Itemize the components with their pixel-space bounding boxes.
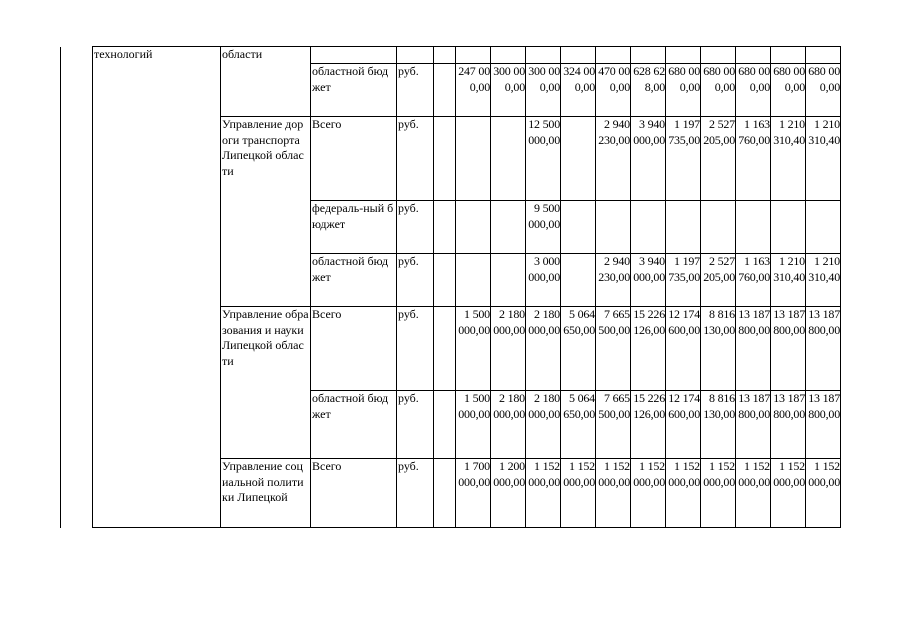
amount-cell <box>806 201 841 254</box>
amount-cell <box>526 117 561 201</box>
amount-cell <box>701 201 736 254</box>
amount-text: 8 816 130,00 <box>703 307 735 337</box>
amount-text: 13 187 800,00 <box>773 307 805 337</box>
amount-text: 1 152 000,00 <box>633 459 665 489</box>
organization-text: области <box>222 47 263 61</box>
funding-source-cell <box>311 117 397 201</box>
amount-cell <box>666 391 701 459</box>
unit-text: руб. <box>398 391 419 405</box>
amount-text: 13 187 800,00 <box>773 391 805 421</box>
amount-cell <box>666 307 701 391</box>
amount-cell <box>526 459 561 528</box>
amount-cell <box>806 254 841 307</box>
amount-cell <box>631 47 666 64</box>
amount-text: 300 000,00 <box>528 64 560 94</box>
unit-cell <box>397 459 434 528</box>
amount-text: 1 197 735,00 <box>668 254 700 284</box>
amount-text: 5 064 650,00 <box>563 391 595 421</box>
amount-text: 13 187 800,00 <box>738 307 770 337</box>
unit-text: руб. <box>398 254 419 268</box>
amount-cell <box>596 64 631 117</box>
amount-cell <box>456 201 491 254</box>
amount-text: 680 000,00 <box>738 64 770 94</box>
funding-source-text: Всего <box>312 459 342 473</box>
funding-source-cell <box>311 459 397 528</box>
amount-cell <box>701 391 736 459</box>
amount-text: 3 940 000,00 <box>633 117 665 147</box>
amount-cell <box>526 201 561 254</box>
amount-text: 15 226 126,00 <box>633 391 665 421</box>
amount-cell <box>771 64 806 117</box>
funding-source-cell <box>311 391 397 459</box>
amount-cell <box>806 459 841 528</box>
row-number-cell <box>61 47 93 528</box>
amount-cell <box>491 307 526 391</box>
amount-cell <box>736 391 771 459</box>
amount-cell <box>596 459 631 528</box>
amount-text: 13 187 800,00 <box>808 391 840 421</box>
amount-cell <box>736 47 771 64</box>
unit-cell <box>397 117 434 201</box>
amount-text: 1 200 000,00 <box>493 459 525 489</box>
amount-cell <box>771 47 806 64</box>
organization-text: Управление образования и науки Липецкой области <box>222 307 309 368</box>
amount-cell <box>596 117 631 201</box>
amount-cell <box>736 254 771 307</box>
amount-cell <box>596 47 631 64</box>
amount-cell <box>526 391 561 459</box>
amount-cell <box>561 47 596 64</box>
amount-cell <box>491 459 526 528</box>
amount-cell <box>561 117 596 201</box>
funding-source-text: Всего <box>312 117 342 131</box>
amount-text: 1 152 000,00 <box>773 459 805 489</box>
amount-cell <box>701 459 736 528</box>
amount-cell <box>736 117 771 201</box>
amount-cell <box>701 254 736 307</box>
amount-cell <box>701 64 736 117</box>
amount-text: 680 000,00 <box>773 64 805 94</box>
empty-cell <box>434 254 456 307</box>
amount-cell <box>561 254 596 307</box>
program-name-cell <box>93 47 221 528</box>
funding-source-text: областной бюджет <box>312 391 389 421</box>
amount-text: 1 500 000,00 <box>458 307 490 337</box>
amount-cell <box>771 117 806 201</box>
unit-text: руб. <box>398 64 419 78</box>
amount-text: 628 628,00 <box>633 64 665 94</box>
organization-cell <box>221 307 311 459</box>
unit-text: руб. <box>398 201 419 215</box>
amount-cell <box>736 201 771 254</box>
amount-cell <box>701 307 736 391</box>
amount-text: 12 174 600,00 <box>668 391 700 421</box>
amount-cell <box>701 47 736 64</box>
amount-text: 1 152 000,00 <box>598 459 630 489</box>
organization-cell <box>221 47 311 117</box>
amount-text: 1 152 000,00 <box>563 459 595 489</box>
amount-text: 12 500 000,00 <box>528 117 560 147</box>
unit-cell <box>397 254 434 307</box>
amount-cell <box>526 47 561 64</box>
funding-source-text: областной бюджет <box>312 64 389 94</box>
amount-cell <box>456 254 491 307</box>
unit-text: руб. <box>398 117 419 131</box>
program-name-text: технологий <box>94 47 153 61</box>
amount-text: 1 152 000,00 <box>703 459 735 489</box>
unit-cell <box>397 201 434 254</box>
amount-cell <box>666 47 701 64</box>
empty-cell <box>434 201 456 254</box>
budget-table <box>60 46 841 528</box>
amount-cell <box>631 117 666 201</box>
amount-cell <box>736 459 771 528</box>
amount-cell <box>456 391 491 459</box>
amount-text: 2 940 230,00 <box>598 254 630 284</box>
amount-cell <box>596 201 631 254</box>
amount-cell <box>631 254 666 307</box>
amount-cell <box>491 47 526 64</box>
amount-cell <box>806 117 841 201</box>
amount-cell <box>596 391 631 459</box>
amount-cell <box>526 64 561 117</box>
amount-text: 2 180 000,00 <box>528 307 560 337</box>
funding-source-text: Всего <box>312 307 342 321</box>
organization-text: Управление дороги транспорта Липецкой области <box>222 117 304 178</box>
amount-cell <box>456 117 491 201</box>
amount-cell <box>491 254 526 307</box>
organization-cell <box>221 459 311 528</box>
amount-cell <box>561 201 596 254</box>
organization-cell <box>221 117 311 307</box>
table-body <box>61 47 841 528</box>
amount-text: 680 000,00 <box>808 64 840 94</box>
amount-cell <box>701 117 736 201</box>
amount-text: 2 180 000,00 <box>528 391 560 421</box>
amount-text: 13 187 800,00 <box>808 307 840 337</box>
amount-cell <box>666 64 701 117</box>
amount-cell <box>561 459 596 528</box>
funding-source-cell <box>311 254 397 307</box>
table-row <box>61 47 841 64</box>
amount-cell <box>806 64 841 117</box>
amount-cell <box>806 391 841 459</box>
amount-text: 1 197 735,00 <box>668 117 700 147</box>
amount-cell <box>771 201 806 254</box>
empty-cell <box>434 459 456 528</box>
amount-text: 680 000,00 <box>668 64 700 94</box>
amount-text: 2 180 000,00 <box>493 307 525 337</box>
amount-cell <box>631 201 666 254</box>
amount-text: 3 000 000,00 <box>528 254 560 284</box>
empty-cell <box>434 64 456 117</box>
amount-cell <box>771 307 806 391</box>
amount-cell <box>561 64 596 117</box>
funding-source-cell <box>311 307 397 391</box>
empty-cell <box>434 117 456 201</box>
amount-cell <box>771 459 806 528</box>
funding-source-cell <box>311 47 397 64</box>
amount-text: 12 174 600,00 <box>668 307 700 337</box>
budget-table-page <box>60 46 841 528</box>
amount-cell <box>806 47 841 64</box>
amount-text: 7 665 500,00 <box>598 307 630 337</box>
amount-text: 2 527 205,00 <box>703 254 735 284</box>
unit-cell <box>397 307 434 391</box>
amount-cell <box>771 391 806 459</box>
amount-cell <box>491 64 526 117</box>
amount-cell <box>806 307 841 391</box>
amount-cell <box>491 201 526 254</box>
amount-text: 7 665 500,00 <box>598 391 630 421</box>
amount-cell <box>631 391 666 459</box>
amount-text: 5 064 650,00 <box>563 307 595 337</box>
amount-text: 680 000,00 <box>703 64 735 94</box>
amount-cell <box>631 64 666 117</box>
amount-text: 247 000,00 <box>458 64 490 94</box>
amount-text: 13 187 800,00 <box>738 391 770 421</box>
amount-text: 9 500 000,00 <box>528 201 560 231</box>
unit-text: руб. <box>398 459 419 473</box>
amount-text: 1 210 310,40 <box>773 117 805 147</box>
amount-text: 324 000,00 <box>563 64 595 94</box>
amount-cell <box>526 254 561 307</box>
amount-cell <box>736 64 771 117</box>
amount-text: 2 940 230,00 <box>598 117 630 147</box>
amount-cell <box>526 307 561 391</box>
amount-text: 2 180 000,00 <box>493 391 525 421</box>
unit-cell <box>397 47 434 64</box>
funding-source-cell <box>311 64 397 117</box>
amount-cell <box>666 201 701 254</box>
amount-text: 15 226 126,00 <box>633 307 665 337</box>
amount-cell <box>666 254 701 307</box>
amount-text: 1 152 000,00 <box>808 459 840 489</box>
amount-cell <box>561 391 596 459</box>
amount-cell <box>456 47 491 64</box>
unit-cell <box>397 391 434 459</box>
amount-cell <box>771 254 806 307</box>
amount-cell <box>666 117 701 201</box>
amount-cell <box>456 307 491 391</box>
amount-cell <box>596 307 631 391</box>
unit-text: руб. <box>398 307 419 321</box>
amount-text: 1 500 000,00 <box>458 391 490 421</box>
amount-cell <box>456 64 491 117</box>
amount-cell <box>596 254 631 307</box>
amount-cell <box>456 459 491 528</box>
funding-source-cell <box>311 201 397 254</box>
funding-source-text: областной бюджет <box>312 254 389 284</box>
amount-cell <box>666 459 701 528</box>
empty-cell <box>434 391 456 459</box>
amount-text: 1 700 000,00 <box>458 459 490 489</box>
empty-cell <box>434 307 456 391</box>
amount-text: 1 210 310,40 <box>808 117 840 147</box>
amount-text: 1 210 310,40 <box>808 254 840 284</box>
amount-cell <box>491 117 526 201</box>
amount-text: 1 152 000,00 <box>738 459 770 489</box>
amount-text: 470 000,00 <box>598 64 630 94</box>
organization-text: Управление социальной политики Липецкой <box>222 459 304 505</box>
amount-cell <box>736 307 771 391</box>
amount-text: 300 000,00 <box>493 64 525 94</box>
empty-cell <box>434 47 456 64</box>
amount-cell <box>631 307 666 391</box>
funding-source-text: федераль-ный бюджет <box>312 201 394 231</box>
amount-cell <box>631 459 666 528</box>
amount-text: 2 527 205,00 <box>703 117 735 147</box>
amount-text: 1 163 760,00 <box>738 254 770 284</box>
amount-text: 1 210 310,40 <box>773 254 805 284</box>
amount-cell <box>561 307 596 391</box>
amount-text: 8 816 130,00 <box>703 391 735 421</box>
amount-text: 1 152 000,00 <box>528 459 560 489</box>
amount-cell <box>491 391 526 459</box>
amount-text: 1 163 760,00 <box>738 117 770 147</box>
amount-text: 3 940 000,00 <box>633 254 665 284</box>
unit-cell <box>397 64 434 117</box>
amount-text: 1 152 000,00 <box>668 459 700 489</box>
